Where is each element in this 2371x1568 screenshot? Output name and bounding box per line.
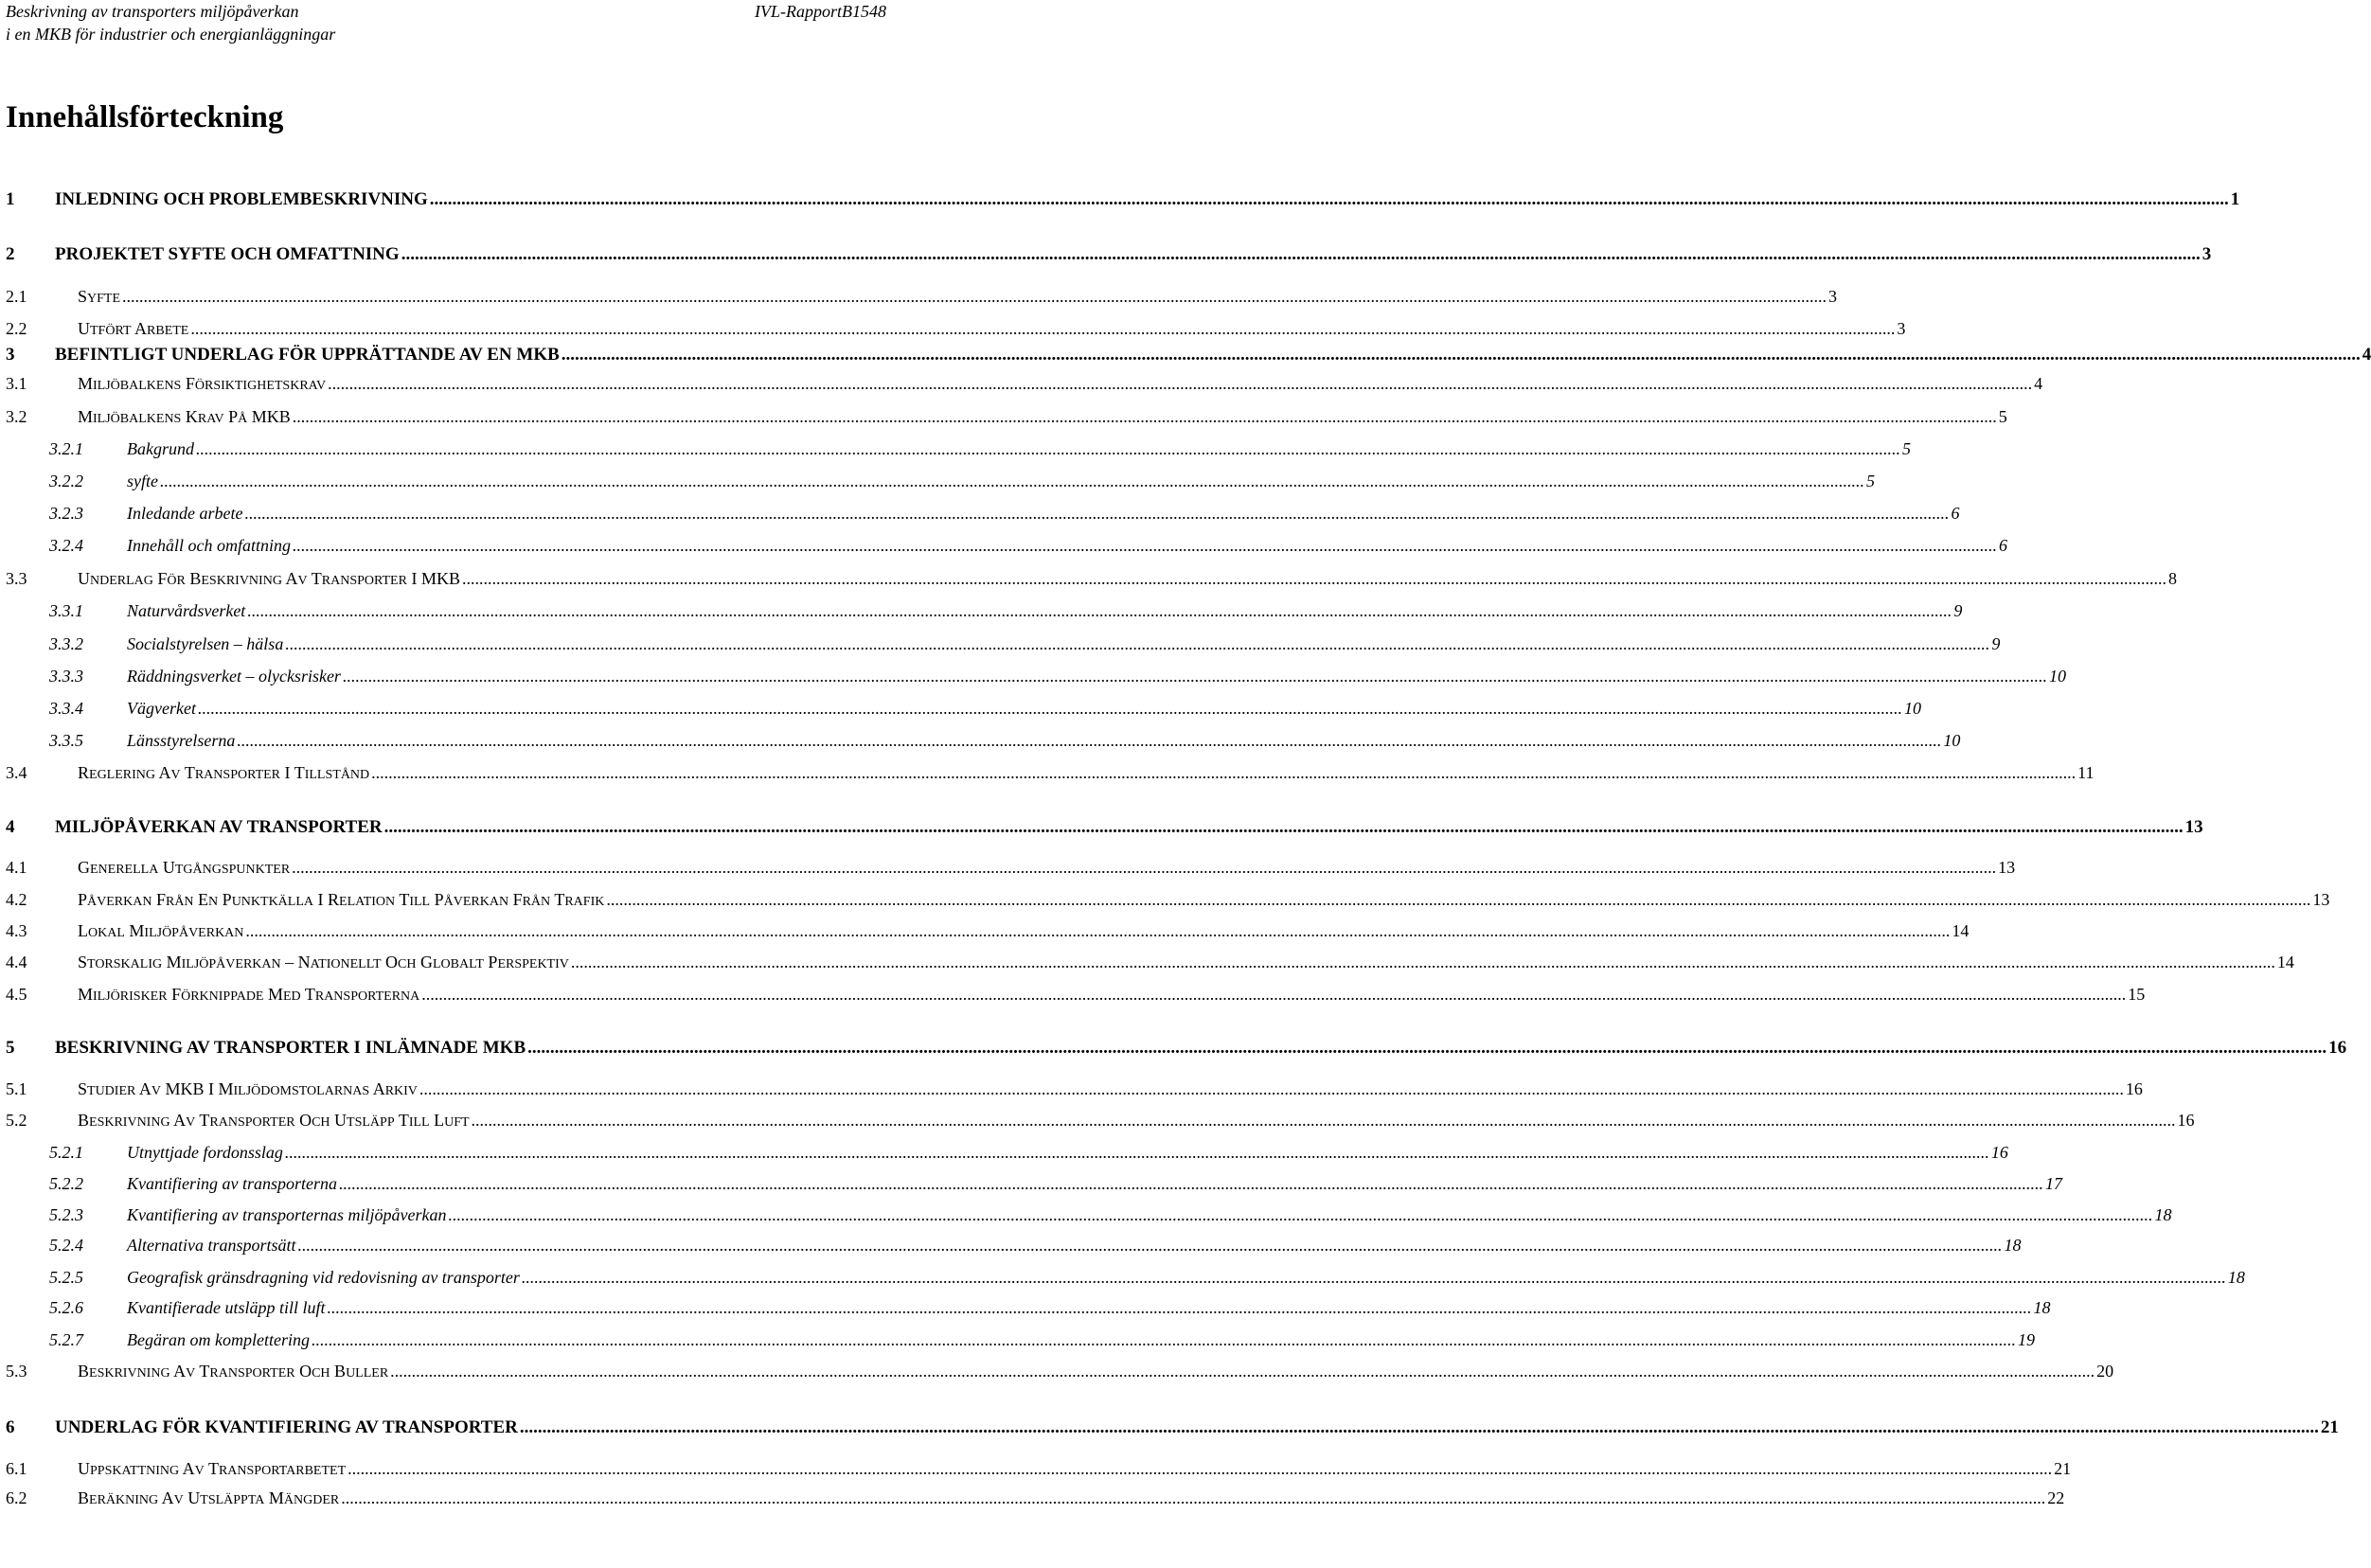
toc-entry-number: 3.3.2 — [49, 634, 83, 653]
toc-entry[interactable] — [0, 1205, 2172, 1230]
toc-entry-page: 9 — [1991, 634, 2001, 653]
toc-entry-page: 18 — [2227, 1268, 2245, 1287]
toc-entry-number: 3.1 — [6, 374, 27, 393]
toc-entry[interactable] — [0, 953, 2294, 977]
toc-entry-number: 3.2.1 — [49, 439, 83, 458]
dot-leader: ................................................................................................................................................................................................................................................................................................................................................................................................................ — [371, 763, 2077, 782]
toc-entry-page: 6 — [1951, 504, 1960, 523]
dot-leader: ................................................................................................................................................................................................................................................................................................................................................................................................................ — [606, 890, 2311, 909]
toc-entry-title: Innehåll och omfattning — [127, 536, 291, 555]
dot-leader: ................................................................................................................................................................................................................................................................................................................................................................................................................ — [429, 189, 2229, 209]
dot-leader: ................................................................................................................................................................................................................................................................................................................................................................................................................ — [519, 1417, 2319, 1437]
toc-entry-title: Inledande arbete — [127, 504, 243, 523]
toc-entry[interactable] — [0, 921, 1970, 946]
toc-entry-title: UNDERLAG FÖR BESKRIVNING AV TRANSPORTER I MKB — [78, 569, 460, 588]
toc-entry-page: 3 — [2202, 244, 2212, 264]
toc-entry-page: 10 — [1943, 731, 1961, 750]
toc-entry[interactable] — [0, 731, 1961, 756]
toc-entry-page: 18 — [2033, 1298, 2051, 1317]
toc-entry-title: Utnyttjade fordonsslag — [127, 1143, 283, 1162]
toc-entry-title: GENERELLA UTGÅNGSPUNKTER — [78, 858, 291, 877]
toc-entry-title: LOKAL MILJÖPÅVERKAN — [78, 921, 244, 940]
toc-entry-number: 5 — [6, 1038, 15, 1058]
toc-entry-title: BERÄKNING AV UTSLÄPPTA MÄNGDER — [78, 1488, 340, 1507]
toc-entry[interactable] — [0, 407, 2007, 432]
dot-leader: ................................................................................................................................................................................................................................................................................................................................................................................................................ — [327, 1298, 2032, 1317]
toc-entry-page: 16 — [1990, 1143, 2008, 1162]
toc-entry-number: 4.4 — [6, 953, 27, 971]
dot-leader: ................................................................................................................................................................................................................................................................................................................................................................................................................ — [339, 1174, 2043, 1193]
toc-entry[interactable] — [0, 1111, 2195, 1135]
dot-leader: ................................................................................................................................................................................................................................................................................................................................................................................................................ — [284, 1143, 1989, 1162]
toc-entry-number: 5.2 — [6, 1111, 27, 1130]
toc-entry-title: BESKRIVNING AV TRANSPORTER OCH UTSLÄPP TILL LUFT — [78, 1111, 470, 1130]
toc-entry-page: 16 — [2328, 1038, 2347, 1058]
toc-entry[interactable] — [0, 1143, 2008, 1167]
toc-entry-title: PROJEKTET SYFTE OCH OMFATTNING — [55, 244, 400, 264]
toc-entry-page: 3 — [1828, 287, 1838, 306]
toc-entry-page: 15 — [2128, 985, 2146, 1004]
toc-entry[interactable] — [0, 1362, 2114, 1386]
toc-entry[interactable] — [0, 1268, 2245, 1292]
toc-entry-page: 16 — [2125, 1079, 2143, 1098]
toc-entry-number: 5.2.3 — [49, 1205, 83, 1224]
dot-leader: ................................................................................................................................................................................................................................................................................................................................................................................................................ — [160, 472, 1864, 490]
toc-entry-title: Räddningsverket – olycksrisker — [127, 667, 341, 686]
toc-entry-page: 10 — [2048, 667, 2066, 686]
toc-entry-page: 17 — [2045, 1174, 2062, 1193]
toc-entry-page: 13 — [2312, 890, 2330, 909]
toc-entry-title: UNDERLAG FÖR KVANTIFIERING AV TRANSPORTER — [55, 1417, 518, 1437]
toc-entry-page: 16 — [2177, 1111, 2195, 1130]
dot-leader: ................................................................................................................................................................................................................................................................................................................................................................................................................ — [383, 817, 2184, 837]
toc-entry-title: Alternativa transportsätt — [127, 1236, 296, 1255]
toc-entry-number: 3.3.3 — [49, 667, 83, 686]
dot-leader: ................................................................................................................................................................................................................................................................................................................................................................................................................ — [247, 601, 1952, 620]
toc-entry[interactable] — [0, 374, 2043, 399]
toc-entry-number: 3.2.3 — [49, 504, 83, 523]
dot-leader: ................................................................................................................................................................................................................................................................................................................................................................................................................ — [244, 504, 1950, 523]
toc-entry[interactable] — [0, 504, 1960, 528]
toc-entry-page: 18 — [2154, 1205, 2172, 1224]
toc-title: Innehållsförteckning — [6, 100, 284, 134]
dot-leader: ................................................................................................................................................................................................................................................................................................................................................................................................................ — [471, 1111, 2176, 1130]
toc-entry[interactable] — [0, 699, 1921, 723]
report-id: IVL-RapportB1548 — [755, 2, 886, 21]
toc-entry-title: syfte — [127, 472, 158, 490]
toc-entry-number: 3.3.4 — [49, 699, 83, 718]
toc-entry-page: 3 — [1897, 319, 1906, 338]
toc-entry[interactable] — [0, 667, 2066, 691]
dot-leader: ................................................................................................................................................................................................................................................................................................................................................................................................................ — [196, 439, 1900, 458]
toc-entry-title: Socialstyrelsen – hälsa — [127, 634, 284, 653]
toc-entry[interactable] — [0, 601, 1963, 626]
toc-entry[interactable] — [0, 536, 2007, 561]
toc-entry-number: 4.5 — [6, 985, 27, 1004]
dot-leader: ................................................................................................................................................................................................................................................................................................................................................................................................................ — [527, 1038, 2327, 1058]
toc-entry[interactable] — [0, 890, 2330, 915]
toc-entry-number: 3.4 — [6, 763, 27, 782]
toc-entry-title: REGLERING AV TRANSPORTER I TILLSTÅND — [78, 763, 370, 782]
dot-leader: ................................................................................................................................................................................................................................................................................................................................................................................................................ — [292, 858, 1997, 877]
toc-entry-number: 5.2.7 — [49, 1330, 83, 1349]
toc-entry-number: 5.2.4 — [49, 1236, 83, 1255]
dot-leader: ................................................................................................................................................................................................................................................................................................................................................................................................................ — [311, 1330, 2016, 1349]
toc-entry-number: 2.2 — [6, 319, 27, 338]
toc-entry-page: 22 — [2047, 1488, 2065, 1507]
toc-entry[interactable] — [0, 189, 2240, 214]
header-left-line1: Beskrivning av transporters miljöpåverkan — [6, 2, 299, 21]
toc-entry[interactable] — [0, 1079, 2143, 1104]
dot-leader: ................................................................................................................................................................................................................................................................................................................................................................................................................ — [419, 1079, 2124, 1098]
toc-entry-title: SYFTE — [78, 287, 121, 306]
dot-leader: ................................................................................................................................................................................................................................................................................................................................................................................................................ — [122, 287, 1827, 306]
dot-leader: ................................................................................................................................................................................................................................................................................................................................................................................................................ — [297, 1236, 2003, 1255]
dot-leader: ................................................................................................................................................................................................................................................................................................................................................................................................................ — [342, 667, 2047, 686]
toc-entry-number: 3 — [6, 345, 15, 365]
toc-entry-number: 5.2.2 — [49, 1174, 83, 1193]
toc-entry-number: 6.2 — [6, 1488, 27, 1507]
toc-entry-page: 1 — [2230, 189, 2240, 209]
toc-entry-title: BESKRIVNING AV TRANSPORTER I INLÄMNADE MKB — [55, 1038, 526, 1058]
toc-entry-number: 5.2.5 — [49, 1268, 83, 1287]
toc-entry[interactable] — [0, 569, 2177, 594]
toc-entry[interactable] — [0, 817, 2203, 842]
toc-entry[interactable] — [0, 472, 1875, 496]
toc-entry-page: 20 — [2096, 1362, 2114, 1381]
toc-entry-page: 13 — [2184, 817, 2203, 837]
toc-entry-page: 14 — [2276, 953, 2294, 971]
toc-entry-page: 5 — [1998, 407, 2007, 426]
toc-entry-number: 4.3 — [6, 921, 27, 940]
toc-entry-page: 4 — [2362, 345, 2371, 365]
toc-entry-page: 21 — [2320, 1417, 2339, 1437]
toc-entry[interactable] — [0, 1038, 2347, 1062]
toc-entry-page: 5 — [1902, 439, 1911, 458]
toc-entry[interactable] — [0, 345, 2371, 369]
toc-entry-number: 3.2.2 — [49, 472, 83, 490]
toc-entry[interactable] — [0, 858, 2016, 882]
toc-entry[interactable] — [0, 1330, 2035, 1355]
toc-entry-number: 4.2 — [6, 890, 27, 909]
toc-entry-title: BESKRIVNING AV TRANSPORTER OCH BULLER — [78, 1362, 389, 1381]
toc-entry-title: Kvantifiering av transporternas miljöpåverkan — [127, 1205, 447, 1224]
toc-entry-title: INLEDNING OCH PROBLEMBESKRIVNING — [55, 189, 428, 209]
toc-entry-title: MILJÖPÅVERKAN AV TRANSPORTER — [55, 817, 383, 837]
toc-entry[interactable] — [0, 1298, 2051, 1323]
toc-entry-title: Kvantifiering av transporterna — [127, 1174, 337, 1193]
dot-leader: ................................................................................................................................................................................................................................................................................................................................................................................................................ — [292, 536, 1997, 555]
toc-entry[interactable] — [0, 1459, 2072, 1484]
toc-entry-title: Länsstyrelserna — [127, 731, 236, 750]
dot-leader: ................................................................................................................................................................................................................................................................................................................................................................................................................ — [341, 1488, 2046, 1507]
toc-entry[interactable] — [0, 1174, 2062, 1199]
toc-entry-title: MILJÖRISKER FÖRKNIPPADE MED TRANSPORTERNA — [78, 985, 420, 1004]
toc-entry-page: 11 — [2077, 763, 2095, 782]
dot-leader: ................................................................................................................................................................................................................................................................................................................................................................................................................ — [348, 1459, 2053, 1478]
toc-entry-page: 21 — [2054, 1459, 2072, 1478]
toc-entry[interactable] — [0, 439, 1911, 464]
toc-entry-page: 9 — [1953, 601, 1963, 620]
dot-leader: ................................................................................................................................................................................................................................................................................................................................................................................................................ — [292, 407, 1997, 426]
toc-entry-title: STORSKALIG MILJÖPÅVERKAN – NATIONELLT OCH GLOBALT PERSPEKTIV — [78, 953, 569, 971]
toc-entry-title: PÅVERKAN FRÅN EN PUNKTKÄLLA I RELATION TILL PÅVERKAN FRÅN TRAFIK — [78, 890, 605, 909]
toc-entry-number: 3.3.5 — [49, 731, 83, 750]
toc-entry-title: Bakgrund — [127, 439, 194, 458]
toc-entry[interactable] — [0, 287, 1838, 312]
toc-entry[interactable] — [0, 319, 1906, 344]
toc-entry-title: Geografisk gränsdragning vid redovisning av transporter — [127, 1268, 520, 1287]
toc-entry-page: 18 — [2004, 1236, 2022, 1255]
toc-entry-number: 5.1 — [6, 1079, 27, 1098]
toc-entry-page: 19 — [2017, 1330, 2035, 1349]
toc-entry-title: Begäran om komplettering — [127, 1330, 310, 1349]
toc-entry-title: STUDIER AV MKB I MILJÖDOMSTOLARNAS ARKIV — [78, 1079, 418, 1098]
toc-entry[interactable] — [0, 1417, 2339, 1442]
toc-entry-number: 2 — [6, 244, 15, 264]
toc-entry-title: Vägverket — [127, 699, 196, 718]
toc-entry[interactable] — [0, 244, 2212, 269]
dot-leader: ................................................................................................................................................................................................................................................................................................................................................................................................................ — [197, 699, 1902, 718]
dot-leader: ................................................................................................................................................................................................................................................................................................................................................................................................................ — [401, 244, 2201, 264]
toc-entry-page: 13 — [1998, 858, 2016, 877]
toc-entry-number: 5.2.6 — [49, 1298, 83, 1317]
dot-leader: ................................................................................................................................................................................................................................................................................................................................................................................................................ — [328, 374, 2033, 393]
toc-entry-page: 14 — [1952, 921, 1970, 940]
dot-leader: ................................................................................................................................................................................................................................................................................................................................................................................................................ — [521, 1268, 2226, 1287]
toc-entry-number: 2.1 — [6, 287, 27, 306]
dot-leader: ................................................................................................................................................................................................................................................................................................................................................................................................................ — [448, 1205, 2153, 1224]
toc-entry-page: 4 — [2034, 374, 2043, 393]
toc-entry-number: 3.2 — [6, 407, 27, 426]
toc-entry-page: 6 — [1998, 536, 2007, 555]
dot-leader: ................................................................................................................................................................................................................................................................................................................................................................................................................ — [461, 569, 2166, 588]
toc-entry-number: 6.1 — [6, 1459, 27, 1478]
dot-leader: ................................................................................................................................................................................................................................................................................................................................................................................................................ — [421, 985, 2127, 1004]
dot-leader: ................................................................................................................................................................................................................................................................................................................................................................................................................ — [237, 731, 1942, 750]
toc-entry[interactable] — [0, 1236, 2022, 1260]
toc-entry-page: 5 — [1866, 472, 1875, 490]
toc-entry[interactable] — [0, 1488, 2065, 1513]
toc-entry-title: BEFINTLIGT UNDERLAG FÖR UPPRÄTTANDE AV EN MKB — [55, 345, 560, 365]
toc-entry-number: 6 — [6, 1417, 15, 1437]
toc-entry-title: Naturvårdsverket — [127, 601, 246, 620]
dot-leader: ................................................................................................................................................................................................................................................................................................................................................................................................................ — [561, 345, 2361, 365]
toc-entry-title: MILJÖBALKENS KRAV PÅ MKB — [78, 407, 291, 426]
toc-entry-title: MILJÖBALKENS FÖRSIKTIGHETSKRAV — [78, 374, 327, 393]
dot-leader: ................................................................................................................................................................................................................................................................................................................................................................................................................ — [570, 953, 2275, 971]
toc-entry-page: 8 — [2167, 569, 2177, 588]
toc-entry-title: Kvantifierade utsläpp till luft — [127, 1298, 326, 1317]
toc-entry-number: 4 — [6, 817, 15, 837]
dot-leader: ................................................................................................................................................................................................................................................................................................................................................................................................................ — [390, 1362, 2095, 1381]
toc-entry-number: 5.2.1 — [49, 1143, 83, 1162]
toc-entry-title: UTFÖRT ARBETE — [78, 319, 189, 338]
header-left-line2: i en MKB för industrier och energianläggningar — [6, 25, 336, 44]
dot-leader: ................................................................................................................................................................................................................................................................................................................................................................................................................ — [245, 921, 1951, 940]
toc-entry-page: 10 — [1903, 699, 1921, 718]
dot-leader: ................................................................................................................................................................................................................................................................................................................................................................................................................ — [190, 319, 1896, 338]
toc-entry-number: 3.3.1 — [49, 601, 83, 620]
dot-leader: ................................................................................................................................................................................................................................................................................................................................................................................................................ — [285, 634, 1990, 653]
toc-entry-number: 3.3 — [6, 569, 27, 588]
toc-entry[interactable] — [0, 634, 2001, 659]
toc-entry-number: 1 — [6, 189, 15, 209]
toc-entry-number: 4.1 — [6, 858, 27, 877]
toc-entry[interactable] — [0, 985, 2146, 1009]
toc-entry-number: 5.3 — [6, 1362, 27, 1381]
toc-entry-number: 3.2.4 — [49, 536, 83, 555]
toc-entry[interactable] — [0, 763, 2095, 788]
toc-entry-title: UPPSKATTNING AV TRANSPORTARBETET — [78, 1459, 347, 1478]
